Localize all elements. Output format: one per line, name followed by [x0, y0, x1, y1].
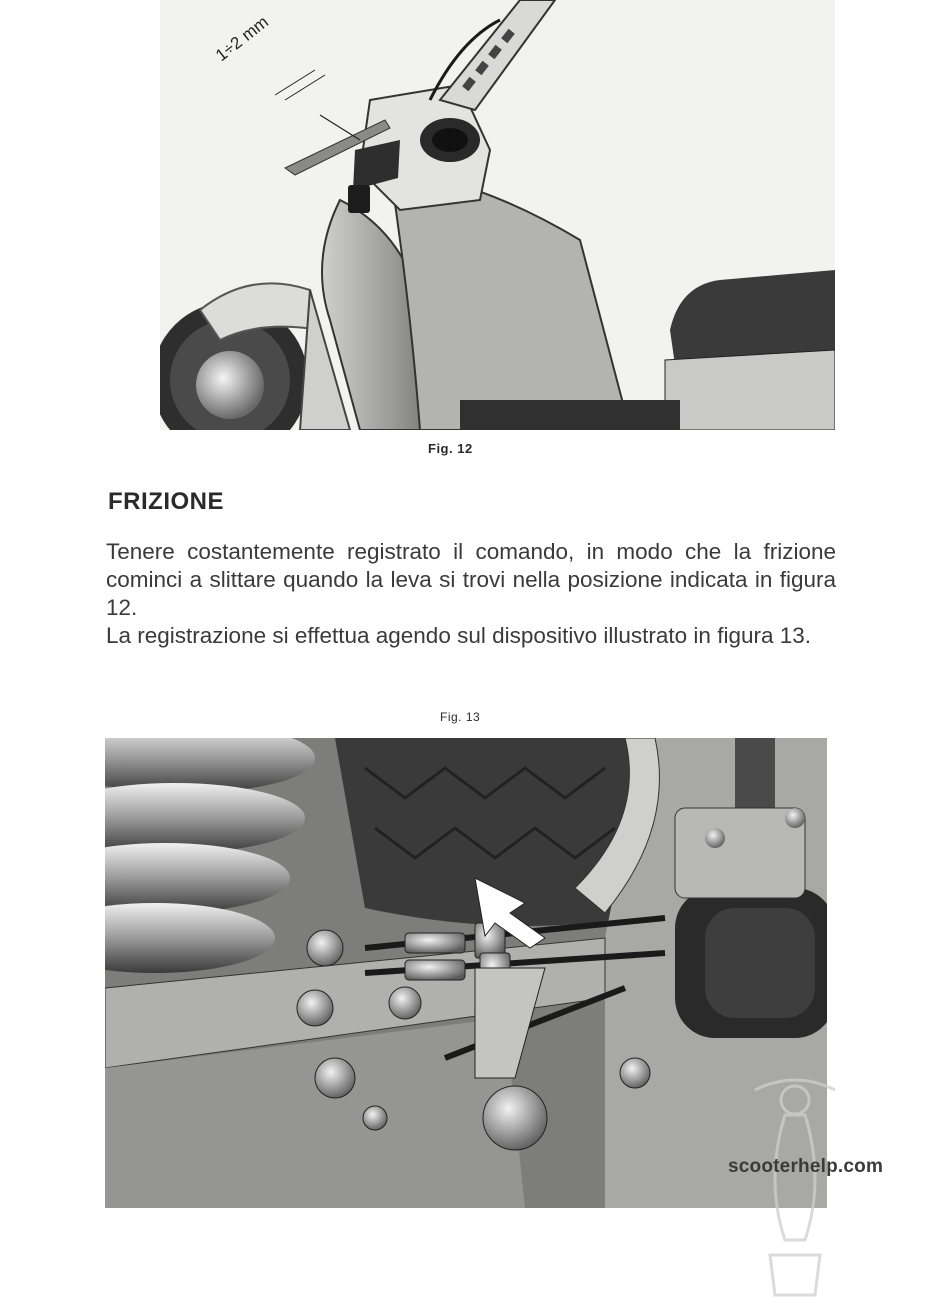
figure-13-photo: [105, 738, 827, 1208]
figure-13-caption: Fig. 13: [440, 710, 481, 724]
watermark-text: scooterhelp.com: [728, 1156, 884, 1177]
paragraph-sentence-1: Tenere costantemente registrato il comando, in modo che la frizione cominci a slittare quando la leva si trovi nella posizione indicata in figura 12.: [106, 539, 836, 620]
section-paragraph: [106, 538, 836, 650]
figure-12-photo: [160, 0, 835, 430]
section-heading: FRIZIONE: [108, 488, 224, 515]
dimension-label: 1÷2 mm: [212, 12, 273, 65]
figure-12-caption: Fig. 12: [428, 441, 473, 456]
paragraph-sentence-2: La registrazione si effettua agendo sul dispositivo illustrato in figura 13.: [106, 623, 812, 648]
scooter-logo-watermark: [735, 1060, 855, 1300]
